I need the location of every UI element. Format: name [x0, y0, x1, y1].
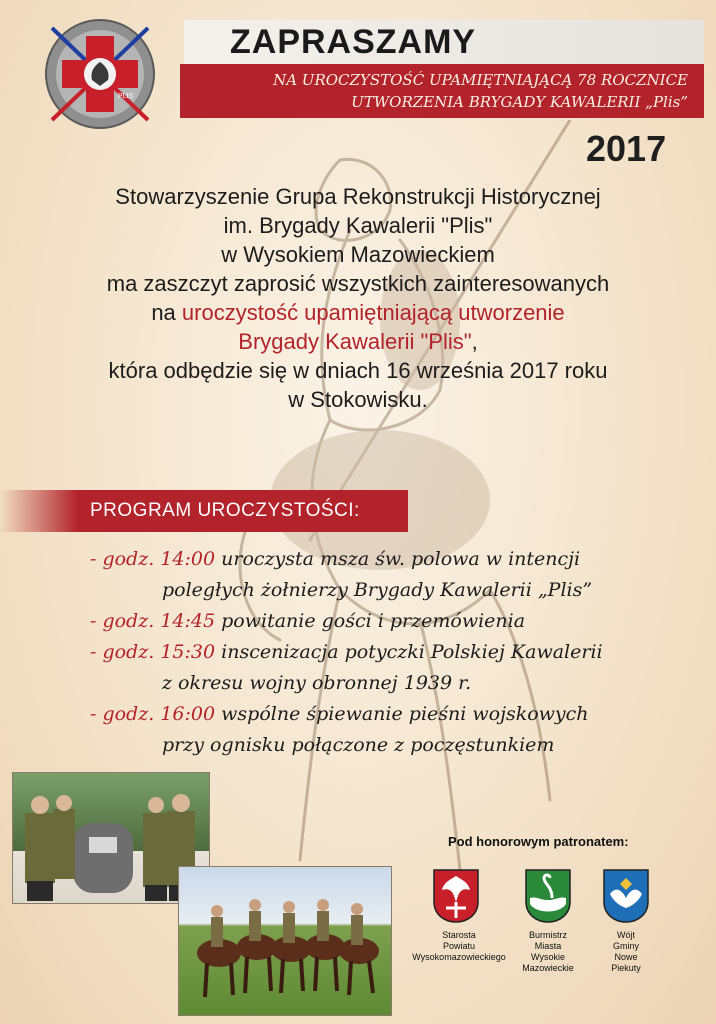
caption-line: Mazowieckie	[522, 963, 574, 973]
invitation-text	[0, 182, 716, 414]
caption-line: Nowe	[614, 952, 638, 962]
caption-line: Starosta	[442, 930, 476, 940]
caption-line: Wójt	[617, 930, 635, 940]
intro-line-6-highlight: Brygady Kawalerii "Plis"	[238, 329, 472, 354]
intro-line-5-prefix: na	[151, 300, 176, 325]
program-item-prefix: - godz.	[90, 641, 155, 663]
header-subtitle-band	[180, 64, 704, 118]
caption-line: Gminy	[612, 941, 639, 951]
program-item-text: wspólne śpiewanie pieśni wojskowych	[221, 703, 589, 725]
program-item-prefix: - godz.	[90, 548, 155, 570]
event-year: 2017	[586, 128, 667, 169]
program-item-time: 16:00	[160, 703, 216, 725]
program-item-3	[90, 637, 710, 668]
program-item-3-continued: z okresu wojny obronnej 1939 r.	[162, 672, 472, 694]
program-item-4	[90, 699, 710, 730]
program-item-text: powitanie gości i przemówienia	[221, 610, 526, 632]
program-item-1-continued: poległych żołnierzy Brygady Kawalerii „Plis”	[162, 579, 593, 601]
caption-line: Miasta	[534, 941, 562, 951]
intro-line-3: w Wysokiem Mazowieckiem	[221, 242, 495, 267]
intro-line-6-suffix: ,	[471, 329, 478, 354]
header-subtitle-line1: NA UROCZYSTOŚĆ UPAMIĘTNIAJĄCĄ 78 ROCZNICE	[273, 71, 688, 89]
patronage-label: Pod honorowym patronatem:	[448, 834, 629, 849]
program-item-4-continued: przy ognisku połączone z poczęstunkiem	[162, 734, 555, 756]
program-item-1	[90, 544, 710, 575]
program-item-prefix: - godz.	[90, 703, 155, 725]
intro-line-6	[0, 327, 716, 356]
program-item-time: 15:30	[160, 641, 216, 663]
intro-line-2: im. Brygady Kawalerii "Plis"	[223, 213, 493, 238]
program-list	[90, 544, 710, 761]
program-item-time: 14:00	[160, 548, 216, 570]
bird-crest-icon	[602, 868, 650, 924]
caption-line: Burmistrz	[529, 930, 567, 940]
eagle-crest-icon	[432, 868, 480, 924]
program-item-2	[90, 606, 710, 637]
header-title: ZAPRASZAMY	[184, 20, 704, 64]
patron-3-caption	[571, 930, 681, 974]
intro-line-5-highlight: uroczystość upamiętniającą utworzenie	[181, 300, 565, 325]
caption-line: Piekuty	[611, 963, 641, 973]
intro-line-1: Stowarzyszenie Grupa Rekonstrukcji Historycznej	[115, 184, 601, 209]
plis-emblem-logo	[44, 18, 156, 130]
caption-line: Wysokie	[531, 952, 565, 962]
intro-line-8: w Stokowisku.	[288, 387, 428, 412]
program-item-time: 14:45	[160, 610, 216, 632]
swan-crest-icon	[524, 868, 572, 924]
program-item-prefix: - godz.	[90, 610, 155, 632]
program-item-text: inscenizacja potyczki Polskiej Kawalerii	[221, 641, 603, 663]
intro-line-7: która odbędzie się w dniach 16 września 2017 roku	[108, 358, 608, 383]
header-subtitle-line2: UTWORZENIA BRYGADY KAWALERII „Plis”	[351, 93, 688, 111]
cavalry-horses-photo-icon	[179, 867, 391, 1015]
caption-line: Wysokomazowieckiego	[412, 952, 506, 962]
program-item-text: uroczysta msza św. polowa w intencji	[221, 548, 581, 570]
caption-line: Powiatu	[442, 941, 476, 951]
logo-text: PLIS	[118, 93, 134, 100]
cavalry-horses-photo	[178, 866, 392, 1016]
intro-line-4: ma zaszczyt zaprosić wszystkich zainteresowanych	[106, 271, 610, 296]
intro-line-5	[0, 298, 716, 327]
program-title-band: PROGRAM UROCZYSTOŚCI:	[78, 490, 408, 532]
